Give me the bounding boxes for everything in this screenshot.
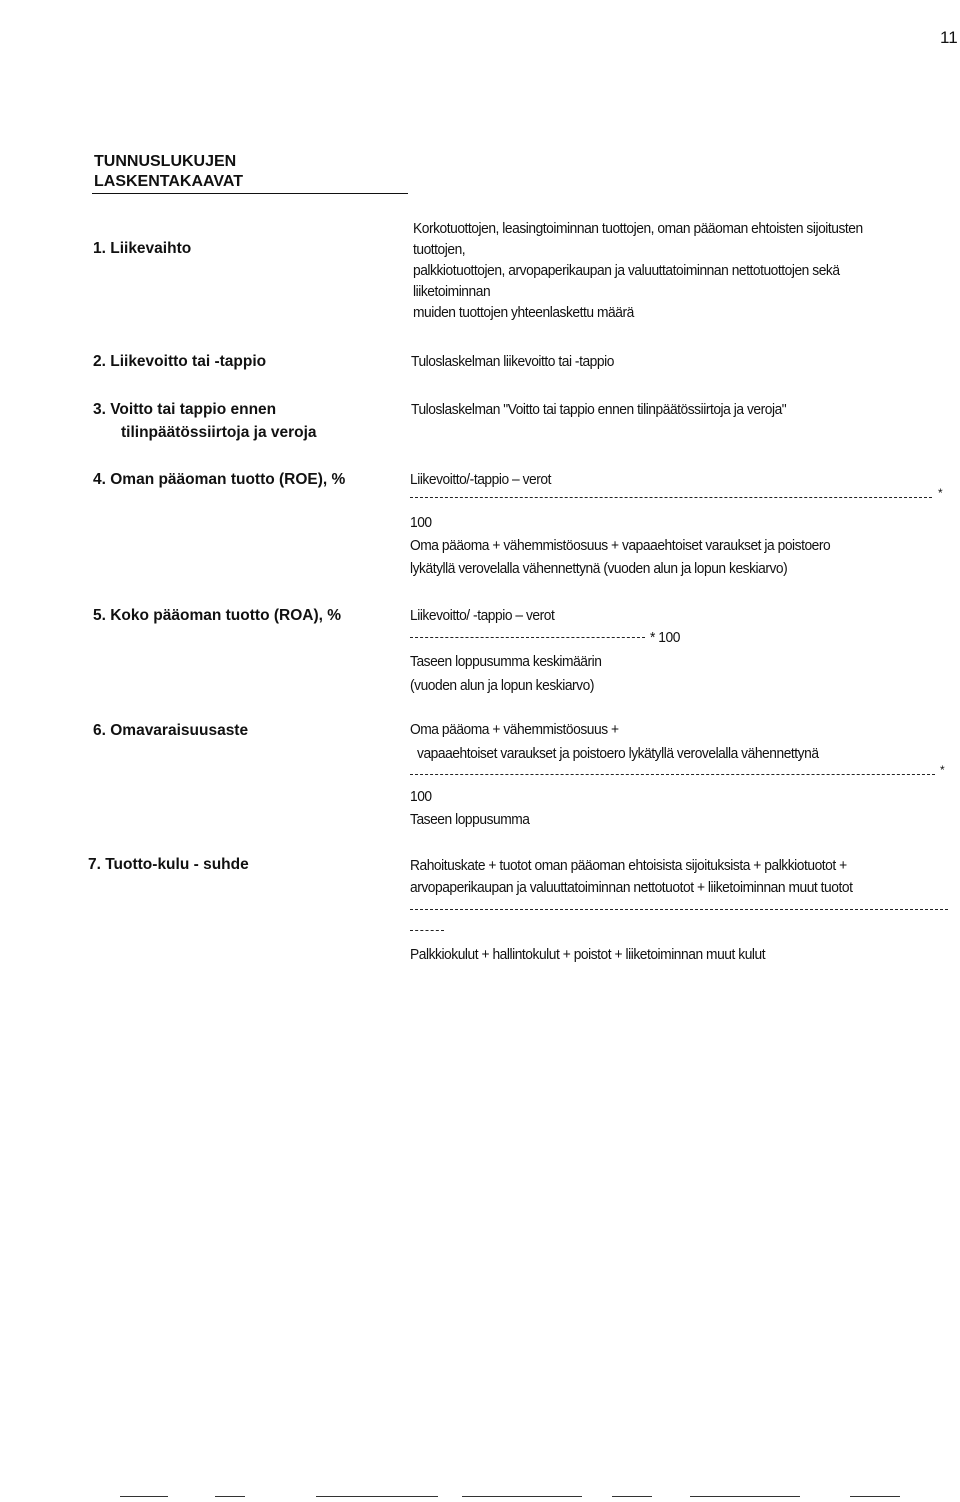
item-6-fraction-rule [410, 774, 935, 775]
item-6-numerator-line-1: Oma pääoma + vähemmistöosuus + [410, 721, 619, 738]
item-7-label: 7. Tuotto-kulu - suhde [88, 856, 249, 873]
item-1-label: 1. Liikevaihto [93, 240, 192, 257]
bottom-scan-mark-1 [120, 1496, 168, 1497]
item-7-denominator: Palkkiokulut + hallintokulut + poistot + liiketoiminnan muut kulut [410, 946, 766, 963]
bottom-scan-mark-2 [215, 1496, 245, 1497]
page-title-line-2: LASKENTAKAAVAT [94, 173, 244, 190]
item-5-fraction-rule [410, 637, 645, 638]
item-4-fraction-rule [410, 497, 932, 498]
bottom-scan-mark-6 [690, 1496, 800, 1497]
page-number: 11 [940, 28, 958, 47]
item-1-line-5: muiden tuottojen yhteenlaskettu määrä [413, 304, 634, 321]
item-6-numerator-line-2: vapaaehtoiset varaukset ja poistoero lykätyllä verovelalla vähennettynä [417, 745, 819, 762]
item-6-multiplier: 100 [410, 788, 432, 805]
item-1-line-4: liiketoiminnan [413, 283, 491, 300]
item-3-line-1: Tuloslaskelman "Voitto tai tappio ennen tilinpäätössiirtoja ja veroja" [411, 401, 787, 418]
item-4-multiplier: 100 [410, 514, 432, 531]
item-2-line-1: Tuloslaskelman liikevoitto tai -tappio [411, 353, 614, 370]
bottom-scan-mark-5 [612, 1496, 652, 1497]
item-4-label: 4. Oman pääoman tuotto (ROE), % [93, 471, 346, 488]
item-5-numerator: Liikevoitto/ -tappio – verot [410, 607, 555, 624]
item-6-denominator: Taseen loppusumma [410, 811, 530, 828]
page-title-line-1: TUNNUSLUKUJEN [94, 153, 237, 170]
item-4-denominator-line-1: Oma pääoma + vähemmistöosuus + vapaaehtoiset varaukset ja poistoero [410, 537, 831, 554]
item-5-label: 5. Koko pääoman tuotto (ROA), % [93, 607, 341, 624]
bottom-scan-mark-3 [316, 1496, 438, 1497]
item-7-fraction-rule-tail [410, 930, 444, 931]
title-underline [92, 193, 408, 194]
item-6-multiply-sign: * [940, 763, 945, 777]
bottom-scan-mark-7 [850, 1496, 900, 1497]
item-7-numerator-line-2: arvopaperikaupan ja valuuttatoiminnan nettotuotot + liiketoiminnan muut tuotot [410, 879, 853, 896]
item-7-numerator-line-1: Rahoituskate + tuotot oman pääoman ehtoisista sijoituksista + palkkiotuotot + [410, 857, 847, 874]
item-4-numerator: Liikevoitto/-tappio – verot [410, 471, 552, 488]
item-3-label-line-1: 3. Voitto tai tappio ennen [93, 401, 277, 418]
item-3-label-line-2: tilinpäätössiirtoja ja veroja [121, 424, 317, 441]
item-7-fraction-rule [410, 909, 948, 910]
bottom-scan-mark-4 [462, 1496, 582, 1497]
item-1-line-3: palkkiotuottojen, arvopaperikaupan ja valuuttatoiminnan nettotuottojen sekä [413, 262, 840, 279]
item-5-denominator-line-1: Taseen loppusumma keskimäärin [410, 653, 602, 670]
item-1-line-1: Korkotuottojen, leasingtoiminnan tuottojen, oman pääoman ehtoisten sijoitusten [413, 220, 863, 237]
item-1-line-2: tuottojen, [413, 241, 466, 258]
item-4-multiply-sign: * [938, 486, 943, 500]
item-5-multiply-sign: * 100 [650, 629, 680, 646]
item-6-label: 6. Omavaraisuusaste [93, 722, 249, 739]
item-5-denominator-line-2: (vuoden alun ja lopun keskiarvo) [410, 677, 594, 694]
item-2-label: 2. Liikevoitto tai -tappio [93, 353, 267, 370]
item-4-denominator-line-2: lykätyllä verovelalla vähennettynä (vuoden alun ja lopun keskiarvo) [410, 560, 788, 577]
